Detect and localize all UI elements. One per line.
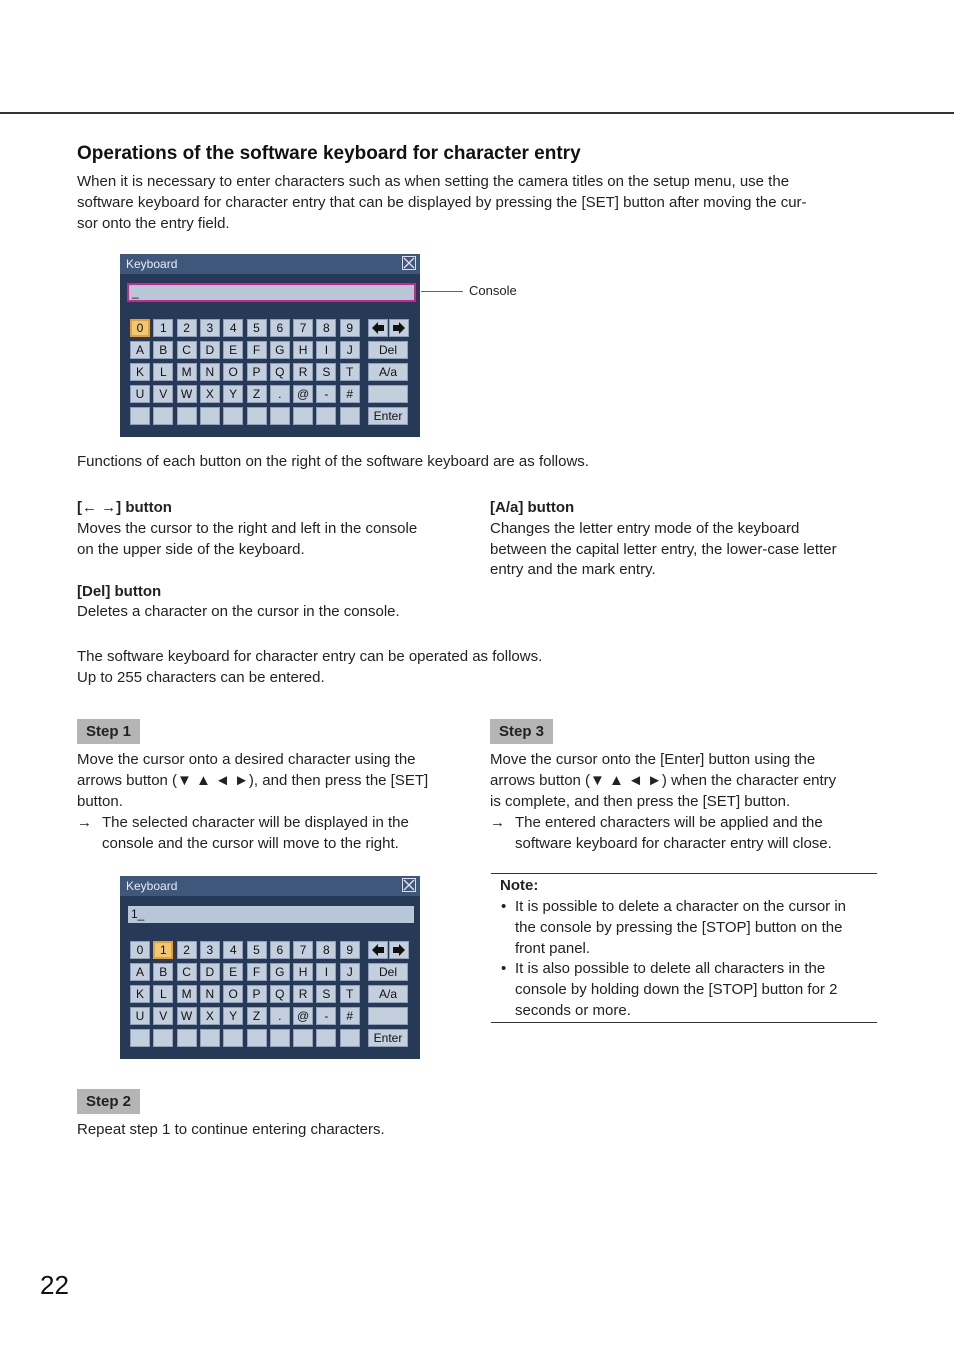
del-button-title: [Del] button <box>77 583 162 600</box>
step-3-text-1: Move the cursor onto the [Enter] button using the <box>490 751 816 768</box>
key-1[interactable]: 1 <box>153 319 173 337</box>
key-7[interactable]: 7 <box>293 941 313 959</box>
bullet-icon: • <box>501 960 507 977</box>
key-B[interactable]: B <box>153 341 173 359</box>
note-item-2-line-1: It is also possible to delete all characters in the <box>515 960 826 977</box>
key-@[interactable]: @ <box>293 1007 313 1025</box>
key-blank[interactable] <box>130 1029 150 1047</box>
del-button-desc: Deletes a character on the cursor in the console. <box>77 603 400 620</box>
step-2-label: Step 2 <box>77 1089 140 1114</box>
key-L[interactable]: L <box>153 363 173 381</box>
key-Z[interactable]: Z <box>247 385 267 403</box>
cursor-left-key[interactable] <box>368 941 388 959</box>
keyboard-title-bar <box>120 876 420 896</box>
cursor-right-key[interactable] <box>389 319 409 337</box>
key-blank[interactable] <box>177 407 197 425</box>
key-A[interactable]: A <box>130 963 150 981</box>
key-D[interactable]: D <box>200 341 220 359</box>
key-Q[interactable]: Q <box>270 985 290 1003</box>
key-H[interactable]: H <box>293 963 313 981</box>
key-blank[interactable] <box>270 407 290 425</box>
note-item-1-line-3: front panel. <box>515 940 591 957</box>
key-3[interactable]: 3 <box>200 319 220 337</box>
key-M[interactable]: M <box>177 363 197 381</box>
key-E[interactable]: E <box>223 341 243 359</box>
aa-key[interactable]: A/a <box>368 363 408 381</box>
result-arrow-icon: → <box>77 814 92 831</box>
key--[interactable]: - <box>316 385 336 403</box>
key-0[interactable]: 0 <box>130 941 150 959</box>
keyboard-title-bar <box>120 254 420 274</box>
step-3-result-1: The entered characters will be applied and the <box>515 814 823 831</box>
functions-intro: Functions of each button on the right of the software keyboard are as follows. <box>77 453 589 470</box>
keyboard-console: _ <box>127 283 416 302</box>
key-G[interactable]: G <box>270 341 290 359</box>
page-number: 22 <box>40 1270 69 1300</box>
key-Z[interactable]: Z <box>247 1007 267 1025</box>
arrow-button-desc-1: Moves the cursor to the right and left in the console <box>77 520 418 537</box>
bullet-icon: • <box>501 898 507 915</box>
key-C[interactable]: C <box>177 341 197 359</box>
key-.[interactable]: . <box>270 385 290 403</box>
keyboard-console: 1_ <box>128 906 414 923</box>
key-4[interactable]: 4 <box>223 319 243 337</box>
blank-key[interactable] <box>368 385 408 403</box>
key-@[interactable]: @ <box>293 385 313 403</box>
step-3-text-2: arrows button (▼ ▲ ◄ ►) when the character entry <box>490 772 837 789</box>
software-keyboard-2 <box>120 876 420 1059</box>
key-T[interactable]: T <box>340 985 360 1003</box>
key-blank[interactable] <box>247 1029 267 1047</box>
cursor-right-key[interactable] <box>389 941 409 959</box>
key-U[interactable]: U <box>130 1007 150 1025</box>
intro-line-3: sor onto the entry field. <box>77 215 230 232</box>
note-item-2-line-2: console by holding down the [STOP] button for 2 <box>515 981 838 998</box>
step-3-label: Step 3 <box>490 719 553 744</box>
key-G[interactable]: G <box>270 963 290 981</box>
key-8[interactable]: 8 <box>316 941 336 959</box>
key-2[interactable]: 2 <box>177 319 197 337</box>
key-F[interactable]: F <box>247 963 267 981</box>
key-blank[interactable] <box>177 1029 197 1047</box>
keyboard-title: Keyboard <box>126 879 178 893</box>
header-rule <box>0 112 954 114</box>
key-blank[interactable] <box>340 1029 360 1047</box>
step-1-text-2: arrows button (▼ ▲ ◄ ►), and then press the [SET] <box>77 772 429 789</box>
key-C[interactable]: C <box>177 963 197 981</box>
key-N[interactable]: N <box>200 363 220 381</box>
operation-intro-1: The software keyboard for character entry can be operated as follows. <box>77 648 543 665</box>
blank-key[interactable] <box>368 1007 408 1025</box>
key-O[interactable]: O <box>223 363 243 381</box>
step-3-result <box>490 813 880 855</box>
key-A[interactable]: A <box>130 341 150 359</box>
key-X[interactable]: X <box>200 385 220 403</box>
key-6[interactable]: 6 <box>270 941 290 959</box>
note-box <box>491 873 877 1023</box>
key-E[interactable]: E <box>223 963 243 981</box>
key-X[interactable]: X <box>200 1007 220 1025</box>
aa-button-title: [A/a] button <box>490 499 575 516</box>
key-0[interactable]: 0 <box>130 319 150 337</box>
note-item-1-line-2: the console by pressing the [STOP] button on the <box>515 919 843 936</box>
key-blank[interactable] <box>340 407 360 425</box>
console-callout-label: Console <box>469 283 517 298</box>
note-title: Note: <box>500 877 539 894</box>
console-callout-line <box>421 291 463 292</box>
key-U[interactable]: U <box>130 385 150 403</box>
key-D[interactable]: D <box>200 963 220 981</box>
key-blank[interactable] <box>316 407 336 425</box>
key-H[interactable]: H <box>293 341 313 359</box>
key-1[interactable]: 1 <box>153 941 173 959</box>
step-1-result-2: console and the cursor will move to the right. <box>102 835 399 852</box>
key-blank[interactable] <box>153 1029 173 1047</box>
key-blank[interactable] <box>316 1029 336 1047</box>
step-3-result-2: software keyboard for character entry will close. <box>515 835 832 852</box>
intro-line-1: When it is necessary to enter characters such as when setting the camera titles on the setup menu, use the <box>77 173 790 190</box>
step-1-result-1: The selected character will be displayed in the <box>102 814 409 831</box>
key-blank[interactable] <box>200 407 220 425</box>
key-W[interactable]: W <box>177 1007 197 1025</box>
key-Q[interactable]: Q <box>270 363 290 381</box>
key-J[interactable]: J <box>340 963 360 981</box>
key-blank[interactable] <box>223 1029 243 1047</box>
arrow-right-icon <box>390 320 408 336</box>
key-.[interactable]: . <box>270 1007 290 1025</box>
key-blank[interactable] <box>270 1029 290 1047</box>
key-blank[interactable] <box>130 407 150 425</box>
key-N[interactable]: N <box>200 985 220 1003</box>
key-blank[interactable] <box>247 407 267 425</box>
arrow-right-icon <box>390 942 408 958</box>
enter-key[interactable]: Enter <box>368 407 408 425</box>
key-P[interactable]: P <box>247 363 267 381</box>
step-1-text-1: Move the cursor onto a desired character using the <box>77 751 416 768</box>
key-2[interactable]: 2 <box>177 941 197 959</box>
key-blank[interactable] <box>200 1029 220 1047</box>
key-V[interactable]: V <box>153 385 173 403</box>
key-R[interactable]: R <box>293 985 313 1003</box>
key-I[interactable]: I <box>316 341 336 359</box>
key-T[interactable]: T <box>340 363 360 381</box>
key-B[interactable]: B <box>153 963 173 981</box>
key-V[interactable]: V <box>153 1007 173 1025</box>
key-blank[interactable] <box>153 407 173 425</box>
close-icon[interactable] <box>402 256 416 270</box>
aa-button-desc-1: Changes the letter entry mode of the keyboard <box>490 520 800 537</box>
key-W[interactable]: W <box>177 385 197 403</box>
key-Y[interactable]: Y <box>223 1007 243 1025</box>
key-3[interactable]: 3 <box>200 941 220 959</box>
aa-button-desc-3: entry and the mark entry. <box>490 561 656 578</box>
step-1-label: Step 1 <box>77 719 140 744</box>
key-#[interactable]: # <box>340 385 360 403</box>
del-key[interactable]: Del <box>368 341 408 359</box>
intro-line-2: software keyboard for character entry that can be displayed by pressing the [SET] button after moving the cur- <box>77 194 807 211</box>
operation-intro-2: Up to 255 characters can be entered. <box>77 669 325 686</box>
key-P[interactable]: P <box>247 985 267 1003</box>
key-K[interactable]: K <box>130 363 150 381</box>
key-S[interactable]: S <box>316 985 336 1003</box>
key--[interactable]: - <box>316 1007 336 1025</box>
cursor-left-key[interactable] <box>368 319 388 337</box>
del-key[interactable]: Del <box>368 963 408 981</box>
arrow-button-desc-2: on the upper side of the keyboard. <box>77 541 305 558</box>
key-blank[interactable] <box>293 1029 313 1047</box>
key-K[interactable]: K <box>130 985 150 1003</box>
key-R[interactable]: R <box>293 363 313 381</box>
step-1-text-3: button. <box>77 793 123 810</box>
key-F[interactable]: F <box>247 341 267 359</box>
key-blank[interactable] <box>293 407 313 425</box>
section-title: Operations of the software keyboard for character entry <box>77 143 581 164</box>
result-arrow-icon: → <box>490 814 505 831</box>
key-L[interactable]: L <box>153 985 173 1003</box>
key-7[interactable]: 7 <box>293 319 313 337</box>
key-Y[interactable]: Y <box>223 385 243 403</box>
software-keyboard-1 <box>120 254 420 437</box>
arrow-button-title: [← →] button <box>77 499 172 516</box>
close-icon[interactable] <box>402 878 416 892</box>
step-3-text-3: is complete, and then press the [SET] button. <box>490 793 791 810</box>
key-9[interactable]: 9 <box>340 941 360 959</box>
key-O[interactable]: O <box>223 985 243 1003</box>
key-blank[interactable] <box>223 407 243 425</box>
aa-key[interactable]: A/a <box>368 985 408 1003</box>
note-item-1-line-1: It is possible to delete a character on the cursor in <box>515 898 847 915</box>
key-5[interactable]: 5 <box>247 941 267 959</box>
arrow-left-icon <box>369 942 387 958</box>
key-6[interactable]: 6 <box>270 319 290 337</box>
key-#[interactable]: # <box>340 1007 360 1025</box>
enter-key[interactable]: Enter <box>368 1029 408 1047</box>
key-5[interactable]: 5 <box>247 319 267 337</box>
keyboard-title: Keyboard <box>126 257 178 271</box>
key-J[interactable]: J <box>340 341 360 359</box>
key-I[interactable]: I <box>316 963 336 981</box>
key-S[interactable]: S <box>316 363 336 381</box>
key-4[interactable]: 4 <box>223 941 243 959</box>
aa-button-desc-2: between the capital letter entry, the lower-case letter <box>490 541 837 558</box>
arrow-left-icon <box>369 320 387 336</box>
step-1-result <box>77 813 457 855</box>
key-8[interactable]: 8 <box>316 319 336 337</box>
step-2-text: Repeat step 1 to continue entering characters. <box>77 1121 385 1138</box>
key-M[interactable]: M <box>177 985 197 1003</box>
key-9[interactable]: 9 <box>340 319 360 337</box>
note-item-2-line-3: seconds or more. <box>515 1002 631 1019</box>
